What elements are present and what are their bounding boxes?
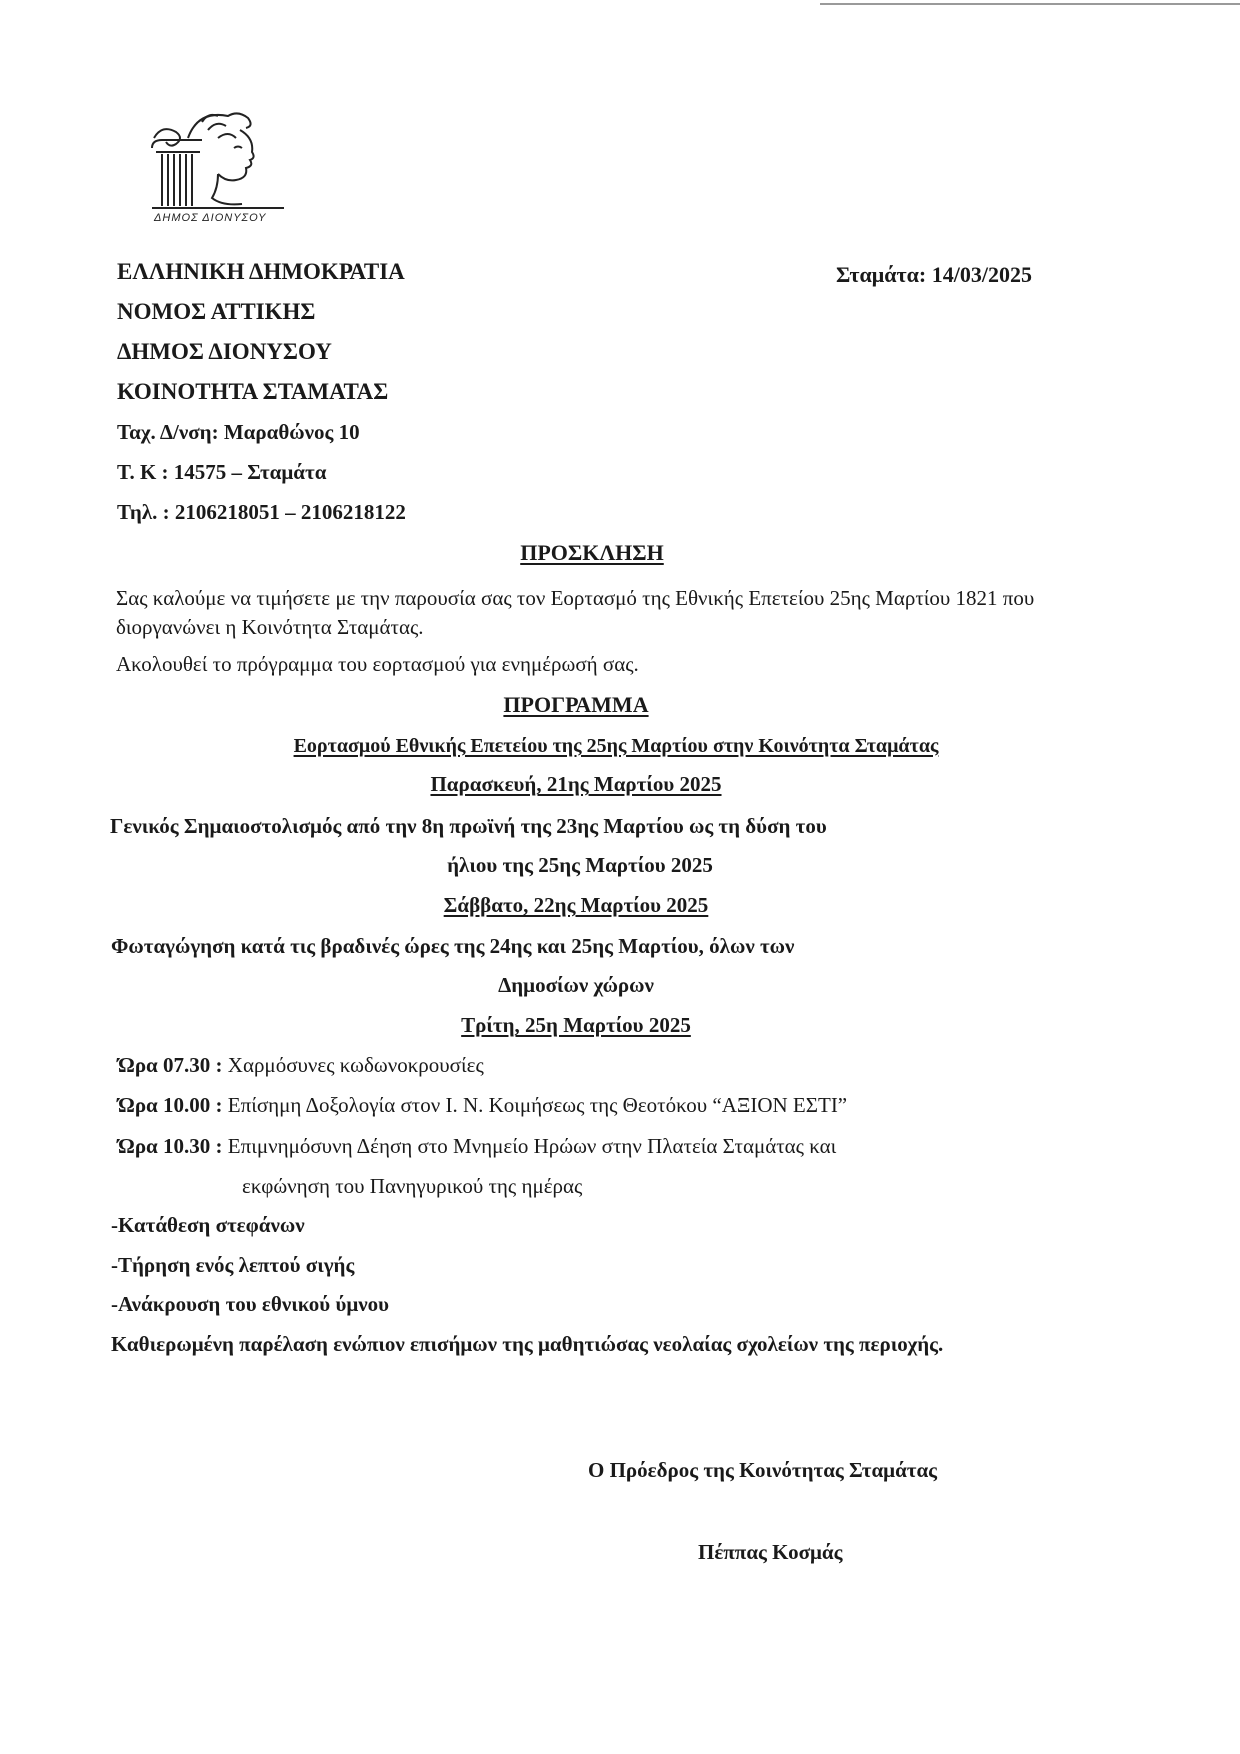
event-time: Ώρα 10.00 : — [118, 1093, 223, 1117]
issuer-header — [117, 252, 406, 532]
event-time: Ώρα 10.30 : — [118, 1134, 223, 1158]
day1-line1: Γενικός Σημαιοστολισμός από την 8η πρωϊνή της 23ης Μαρτίου ως τη δύση του — [110, 814, 827, 838]
header-address: Ταχ. Δ/νση: Μαραθώνος 10 — [117, 420, 360, 444]
document-date: Σταμάτα: 14/03/2025 — [836, 262, 1032, 287]
event-continuation: εκφώνηση του Πανηγυρικού της ημέρας — [242, 1174, 583, 1198]
event-text: Επιμνημόσυνη Δέηση στο Μνημείο Ηρώων στην Πλατεία Σταμάτας και — [227, 1134, 837, 1158]
event-row — [118, 1053, 484, 1078]
signatory-title: Ο Πρόεδρος της Κοινότητας Σταμάτας — [588, 1458, 938, 1482]
day2-line1: Φωταγώγηση κατά τις βραδινές ώρες της 24ης και 25ης Μαρτίου, όλων των — [111, 934, 795, 958]
ceremony-item: -Τήρηση ενός λεπτού σιγής — [111, 1253, 355, 1277]
signatory-name: Πέππας Κοσμάς — [698, 1540, 843, 1564]
invitation-title: ΠΡΟΣΚΛΗΣΗ — [520, 540, 664, 565]
event-row — [118, 1134, 836, 1159]
dionysus-head-column-emblem-icon — [148, 108, 298, 213]
ceremony-item: -Ανάκρουση του εθνικού ύμνου — [111, 1292, 390, 1316]
event-text: Επίσημη Δοξολογία στον Ι. Ν. Κοιμήσεως της Θεοτόκου “ΑΞΙΟΝ ΕΣΤΙ” — [227, 1093, 848, 1117]
header-phone: Τηλ. : 2106218051 – 2106218122 — [117, 500, 406, 524]
scan-edge-line — [820, 3, 1240, 5]
invitation-paragraph: Σας καλούμε να τιμήσετε με την παρουσία σας τον Εορτασμό της Εθνικής Επετείου 25ης Μαρτίου 1821 που διοργανώνει η Κοινότητα Σταμάτας. — [116, 586, 1035, 639]
header-community: ΚΟΙΝΟΤΗΤΑ ΣΤΑΜΑΤΑΣ — [117, 379, 389, 404]
day2-heading: Σάββατο, 22ης Μαρτίου 2025 — [443, 893, 709, 917]
event-time: Ώρα 07.30 : — [118, 1053, 223, 1077]
day2-line2: Δημοσίων χώρων — [498, 973, 654, 997]
invitation-followup: Ακολουθεί το πρόγραμμα του εορτασμού για ενημέρωσή σας. — [116, 652, 639, 676]
event-row — [118, 1093, 847, 1118]
header-country: ΕΛΛΗΝΙΚΗ ΔΗΜΟΚΡΑΤΙΑ — [117, 259, 405, 284]
header-postal-code: Τ. Κ : 14575 – Σταμάτα — [117, 460, 327, 484]
program-title: ΠΡΟΓΡΑΜΜΑ — [503, 692, 649, 717]
header-municipality: ΔΗΜΟΣ ΔΙΟΝΥΣΟΥ — [117, 339, 332, 364]
event-text: Χαρμόσυνες κωδωνοκρουσίες — [227, 1053, 484, 1077]
program-subtitle: Εορτασμού Εθνικής Επετείου της 25ης Μαρτίου στην Κοινότητα Σταμάτας — [293, 735, 939, 757]
logo-caption: ΔΗΜΟΣ ΔΙΟΝΥΣΟΥ — [154, 212, 267, 224]
header-prefecture: ΝΟΜΟΣ ΑΤΤΙΚΗΣ — [117, 299, 316, 324]
day1-line2: ήλιου της 25ης Μαρτίου 2025 — [447, 853, 713, 877]
day3-heading: Τρίτη, 25η Μαρτίου 2025 — [461, 1013, 691, 1037]
ceremony-item: -Κατάθεση στεφάνων — [111, 1213, 305, 1237]
day1-heading: Παρασκευή, 21ης Μαρτίου 2025 — [430, 772, 722, 796]
parade-note: Καθιερωμένη παρέλαση ενώπιον επισήμων της μαθητιώσας νεολαίας σχολείων της περιοχής. — [111, 1332, 944, 1356]
municipality-logo — [148, 108, 298, 233]
